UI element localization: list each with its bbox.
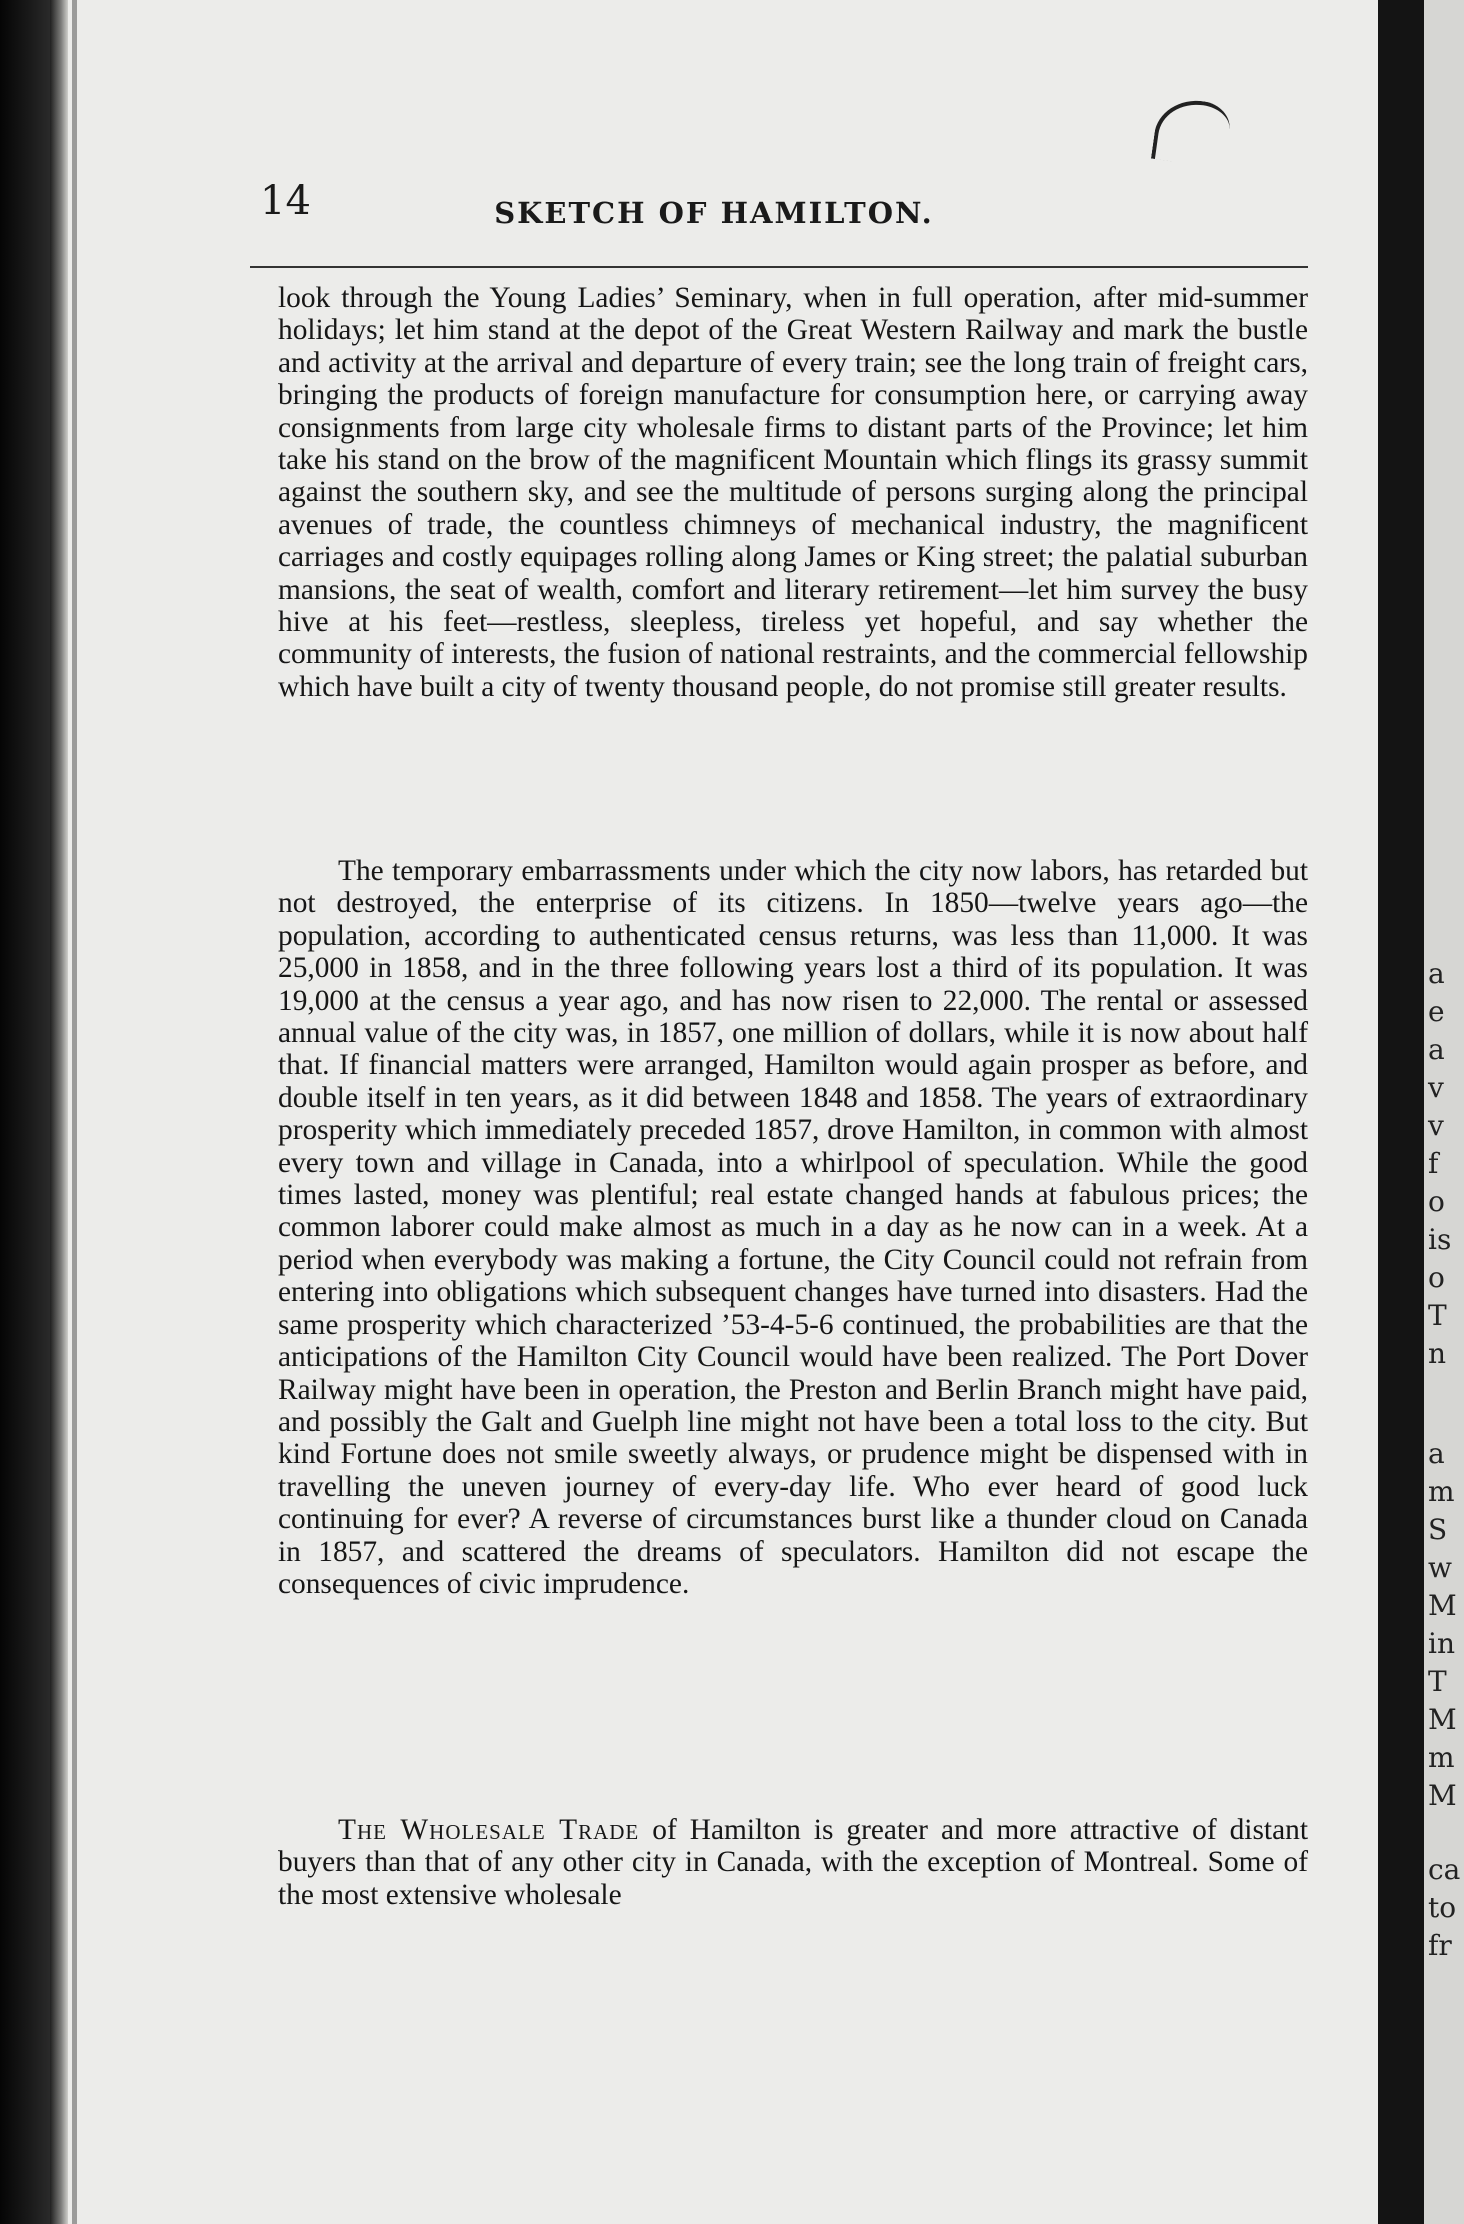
next-page-fragment: e (1428, 995, 1445, 1028)
book-gutter-shadow (0, 0, 50, 2224)
next-page-fragment: o (1428, 1185, 1445, 1218)
header-rule (250, 266, 1308, 268)
next-page-fragment: T (1428, 1665, 1447, 1698)
next-page-fragment: M (1428, 1779, 1457, 1812)
next-page-fragment: v (1428, 1109, 1444, 1142)
next-page-fragment: m (1428, 1475, 1455, 1508)
next-page-fragment: T (1428, 1299, 1447, 1332)
next-page-fragment: is (1428, 1223, 1452, 1256)
page-number: 14 (260, 178, 311, 224)
running-head: SKETCH OF HAMILTON. (494, 196, 934, 230)
next-page-fragment: f (1428, 1147, 1439, 1180)
next-page-fragment: v (1428, 1071, 1444, 1104)
next-page-fragment: o (1428, 1261, 1445, 1294)
next-page-fragment: to (1428, 1891, 1457, 1924)
next-page-fragment: S (1428, 1513, 1448, 1546)
paragraph-text (278, 1814, 1308, 1911)
next-page-fragment: M (1428, 1589, 1457, 1622)
next-page-fragment: a (1428, 1033, 1445, 1066)
paragraph-text: look through the Young Ladies’ Seminary, when in full operation, after mid-summer holidays; let him stand at the depot of the Great Western Railway and mark the bustle and activity at the arrival and departure of every train; see the long train of freight cars, bringing the products of foreign manufacture for consumption here, or carrying away consignments from large city wholesale firms to distant parts of the Province; let him take his stand on the brow of the magnificent Mountain which flings its grassy summit against the southern sky, and see the multitude of persons surging along the principal avenues of trade, the countless chimneys of mechanical industry, the magnificent carriages and costly equipages rolling along James or King street; the palatial suburban mansions, the seat of wealth, comfort and literary retirement—let him survey the busy hive at his feet—restless, sleepless, tireless yet hopeful, and say whether the community of interests, the fusion of national restraints, and the commercial fellowship which have built a city of twenty thousand people, do not promise still greater results. (278, 282, 1308, 703)
next-page-fragment: m (1428, 1741, 1455, 1774)
book-page (50, 0, 1378, 2224)
next-page-fragment: n (1428, 1337, 1447, 1370)
page-binding-edge (50, 0, 68, 2224)
next-page-fragment: in (1428, 1627, 1455, 1660)
paragraph-2 (278, 855, 1308, 1600)
paragraph-3 (278, 1814, 1308, 1911)
next-page-fragment: a (1428, 1437, 1445, 1470)
next-page-fragment: M (1428, 1703, 1457, 1736)
paragraph-text: The temporary embarrassments under which the city now labors, has retarded but not destroyed, the enterprise of its citizens. In 1850—twelve years ago—the population, according to authenticated census returns, was less than 11,000. It was 25,000 in 1858, and in the three following years lost a third of its population. It was 19,000 at the census a year ago, and has now risen to 22,000. The rental or assessed annual value of the city was, in 1857, one million of dollars, while it is now about half that. If financial matters were arranged, Hamilton would again prosper as before, and double itself in ten years, as it did between 1848 and 1858. The years of extraordinary prosperity which immediately preceded 1857, drove Hamilton, in common with almost every town and village in Canada, into a whirlpool of speculation. While the good times lasted, money was plentiful; real estate changed hands at fabulous prices; the common laborer could make almost as much in a day as he now can in a week. At a period when everybody was making a fortune, the City Council could not refrain from entering into obligations which subsequent changes have turned into disasters. Had the same prosperity which characterized ’53-4-5-6 continued, the probabilities are that the anticipations of the Hamilton City Council would have been realized. The Port Dover Railway might have been in operation, the Preston and Berlin Branch might have paid, and possibly the Galt and Guelph line might not have been a total loss to the city. But kind Fortune does not smile sweetly always, or prudence might be dispensed with in travelling the uneven journey of every-day life. Who ever heard of good luck continuing for ever? A reverse of circumstances burst like a thunder cloud on Canada in 1857, and scattered the dreams of speculators. Hamilton did not escape the consequences of civic imprudence. (278, 855, 1308, 1600)
section-lead-in: The Wholesale Trade (338, 1814, 640, 1846)
page-binding-line (72, 0, 77, 2224)
next-page-fragment: a (1428, 957, 1445, 990)
paragraph-rest: of Hamilton is greater and more attractive of distant buyers than that of any other city in Canada, with the exception of Montreal. Some of the most extensive wholesale (278, 1814, 1308, 1911)
next-page-fragment: w (1428, 1551, 1452, 1584)
pencil-mark-icon (1151, 95, 1233, 169)
next-page-fragment: ca (1428, 1853, 1461, 1886)
next-page-edge (1424, 0, 1464, 2224)
paragraph-1 (278, 282, 1308, 703)
next-page-fragment: fr (1428, 1929, 1452, 1962)
